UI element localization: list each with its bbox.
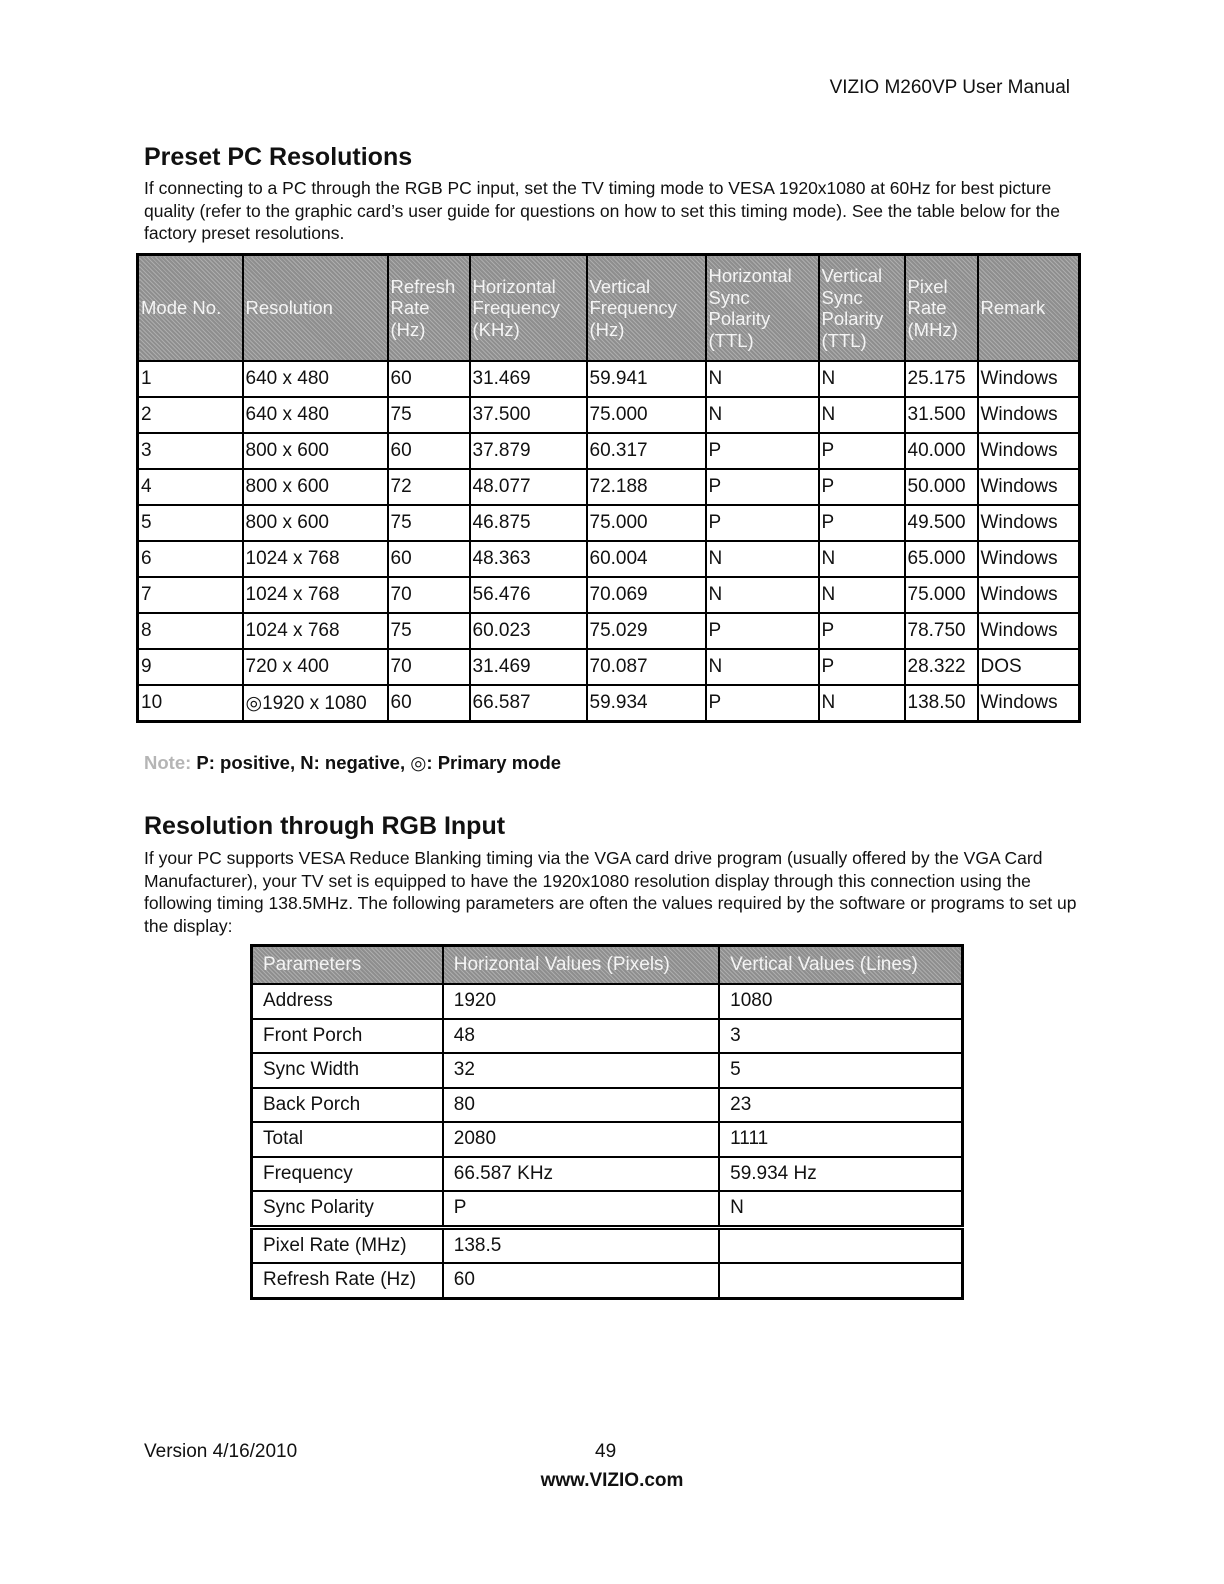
table-cell: 59.934 Hz [719,1157,962,1192]
table-cell: 60 [388,685,470,722]
table-cell: Address [252,984,443,1019]
table-cell: 60.317 [587,433,706,469]
table-cell: 75.000 [905,577,978,613]
table-cell: ◎1920 x 1080 [243,685,388,722]
table-cell: 640 x 480 [243,361,388,397]
table-header-row [138,255,1080,362]
table-note [144,752,561,774]
preset-resolutions-table [136,253,1081,723]
table-cell: Refresh Rate (Hz) [252,1263,443,1298]
table-row [252,1053,963,1088]
table-cell: 3 [719,1019,962,1054]
table-cell: 31.469 [470,361,587,397]
table-cell: 9 [138,649,243,685]
table-cell: N [706,577,819,613]
col-header: Horizontal Sync Polarity (TTL) [706,255,819,362]
table-cell: 75 [388,397,470,433]
table-cell: Windows [978,577,1080,613]
table-cell: 2 [138,397,243,433]
table-cell: 48.363 [470,541,587,577]
table-cell: P [706,613,819,649]
note-label: Note: [144,752,192,773]
table-cell: 2080 [443,1122,719,1157]
table-cell: 138.50 [905,685,978,722]
table-row [138,433,1080,469]
table-cell: N [706,397,819,433]
table-cell: 1024 x 768 [243,577,388,613]
table-cell: 800 x 600 [243,469,388,505]
table-row [252,1157,963,1192]
table-cell: Windows [978,613,1080,649]
table-row [252,1122,963,1157]
footer-url: www.VIZIO.com [540,1470,684,1491]
table-cell: N [819,397,905,433]
table-cell: 60 [443,1263,719,1298]
table-cell [719,1263,962,1298]
rgb-section-heading: Resolution through RGB Input [144,812,506,840]
table-row [252,984,963,1019]
table-cell: 37.500 [470,397,587,433]
table-row [252,1263,963,1298]
table-cell: 59.934 [587,685,706,722]
col-header: Mode No. [138,255,243,362]
table-cell: 75 [388,613,470,649]
table-cell: 5 [719,1053,962,1088]
col-header: Remark [978,255,1080,362]
table-row [138,577,1080,613]
table-cell: P [706,469,819,505]
table-cell: 70 [388,649,470,685]
table-cell: 37.879 [470,433,587,469]
table-cell: N [819,577,905,613]
table-cell: 70 [388,577,470,613]
table-cell: Windows [978,361,1080,397]
table-cell: Sync Polarity [252,1191,443,1227]
table-cell: 72.188 [587,469,706,505]
table-cell: P [706,505,819,541]
col-header: Vertical Frequency (Hz) [587,255,706,362]
table-cell: 1920 [443,984,719,1019]
col-header: Horizontal Frequency (KHz) [470,255,587,362]
table-cell: 75.000 [587,505,706,541]
table-cell: 138.5 [443,1227,719,1263]
table-cell: 80 [443,1088,719,1123]
table-cell: DOS [978,649,1080,685]
table-cell: 70.069 [587,577,706,613]
table-cell: 10 [138,685,243,722]
table-cell: P [819,649,905,685]
table-cell: Windows [978,505,1080,541]
table-cell: Front Porch [252,1019,443,1054]
table-cell: 46.875 [470,505,587,541]
table-cell: 65.000 [905,541,978,577]
table-cell: 28.322 [905,649,978,685]
col-header: Resolution [243,255,388,362]
table-cell: 60 [388,433,470,469]
manual-header-title: VIZIO M260VP User Manual [829,77,1070,98]
table-cell: 48 [443,1019,719,1054]
table-cell: 800 x 600 [243,433,388,469]
table-row [252,1088,963,1123]
table-cell: 48.077 [470,469,587,505]
table-cell: 1024 x 768 [243,613,388,649]
table-cell: Windows [978,433,1080,469]
table-cell: 75.029 [587,613,706,649]
table-cell: 7 [138,577,243,613]
col-header: Vertical Values (Lines) [719,946,962,985]
table-row [138,649,1080,685]
table-cell: P [706,685,819,722]
table-row [138,469,1080,505]
table-row [138,361,1080,397]
table-cell: 5 [138,505,243,541]
table-cell: 25.175 [905,361,978,397]
table-cell: 6 [138,541,243,577]
table-cell: P [819,469,905,505]
table-cell: 56.476 [470,577,587,613]
footer-version: Version 4/16/2010 [144,1441,298,1462]
table-cell: 1111 [719,1122,962,1157]
table-cell: N [819,361,905,397]
table-cell: 72 [388,469,470,505]
table-cell: 1080 [719,984,962,1019]
table-cell: 31.469 [470,649,587,685]
table-row [138,397,1080,433]
rgb-intro-paragraph: If your PC supports VESA Reduce Blanking timing via the VGA card drive program (usually offered by the VGA Card Manufacturer), your TV set is equipped to have the 1920x1080 resolution display through this connection using the following timing 138.5MHz. The following parameters are often the values required by the software or programs to set up the display: [144,848,1077,937]
table-cell: N [706,541,819,577]
table-row [252,1191,963,1227]
table-cell: Pixel Rate (MHz) [252,1227,443,1263]
preset-intro-paragraph: If connecting to a PC through the RGB PC input, set the TV timing mode to VESA 1920x1080 at 60Hz for best picture quality (refer to the graphic card’s user guide for questions on how to set this timing mode). See the table below for the factory preset resolutions. [144,178,1061,244]
table-cell: P [819,433,905,469]
table-cell: 70.087 [587,649,706,685]
table-cell: 50.000 [905,469,978,505]
table-row [138,685,1080,722]
table-cell: 59.941 [587,361,706,397]
table-cell: 66.587 KHz [443,1157,719,1192]
table-cell: 78.750 [905,613,978,649]
table-cell: 720 x 400 [243,649,388,685]
table-row [138,613,1080,649]
table-cell [719,1227,962,1263]
table-cell: 31.500 [905,397,978,433]
note-text: P: positive, N: negative, ◎: Primary mode [191,752,562,773]
table-cell: N [706,361,819,397]
table-row [138,541,1080,577]
table-cell: 60.023 [470,613,587,649]
table-cell: P [819,613,905,649]
table-cell: P [706,433,819,469]
col-header: Pixel Rate (MHz) [905,255,978,362]
table-cell: P [443,1191,719,1227]
table-cell: N [819,541,905,577]
table-cell: 40.000 [905,433,978,469]
col-header: Parameters [252,946,443,985]
col-header: Horizontal Values (Pixels) [443,946,719,985]
table-cell: 49.500 [905,505,978,541]
table-header-row [252,946,963,985]
table-cell: 66.587 [470,685,587,722]
table-cell: 1 [138,361,243,397]
table-row [252,1019,963,1054]
table-cell: 800 x 600 [243,505,388,541]
table-cell: 8 [138,613,243,649]
table-row [138,505,1080,541]
table-cell: Windows [978,685,1080,722]
rgb-timing-table [250,944,964,1300]
table-cell: Windows [978,469,1080,505]
table-cell: Windows [978,541,1080,577]
table-cell: P [819,505,905,541]
preset-section-heading: Preset PC Resolutions [144,143,413,171]
table-cell: Total [252,1122,443,1157]
table-cell: 32 [443,1053,719,1088]
page-number: 49 [595,1441,617,1462]
table-cell: Windows [978,397,1080,433]
table-cell: N [706,649,819,685]
table-cell: 60 [388,541,470,577]
table-cell: Sync Width [252,1053,443,1088]
col-header: Vertical Sync Polarity (TTL) [819,255,905,362]
table-row [252,1227,963,1263]
table-cell: 640 x 480 [243,397,388,433]
table-cell: 3 [138,433,243,469]
col-header: Refresh Rate (Hz) [388,255,470,362]
table-cell: 60.004 [587,541,706,577]
table-cell: Frequency [252,1157,443,1192]
table-cell: N [719,1191,962,1227]
table-cell: 75 [388,505,470,541]
table-cell: 60 [388,361,470,397]
table-cell: 4 [138,469,243,505]
table-cell: 75.000 [587,397,706,433]
table-cell: N [819,685,905,722]
table-cell: Back Porch [252,1088,443,1123]
table-cell: 1024 x 768 [243,541,388,577]
table-cell: 23 [719,1088,962,1123]
